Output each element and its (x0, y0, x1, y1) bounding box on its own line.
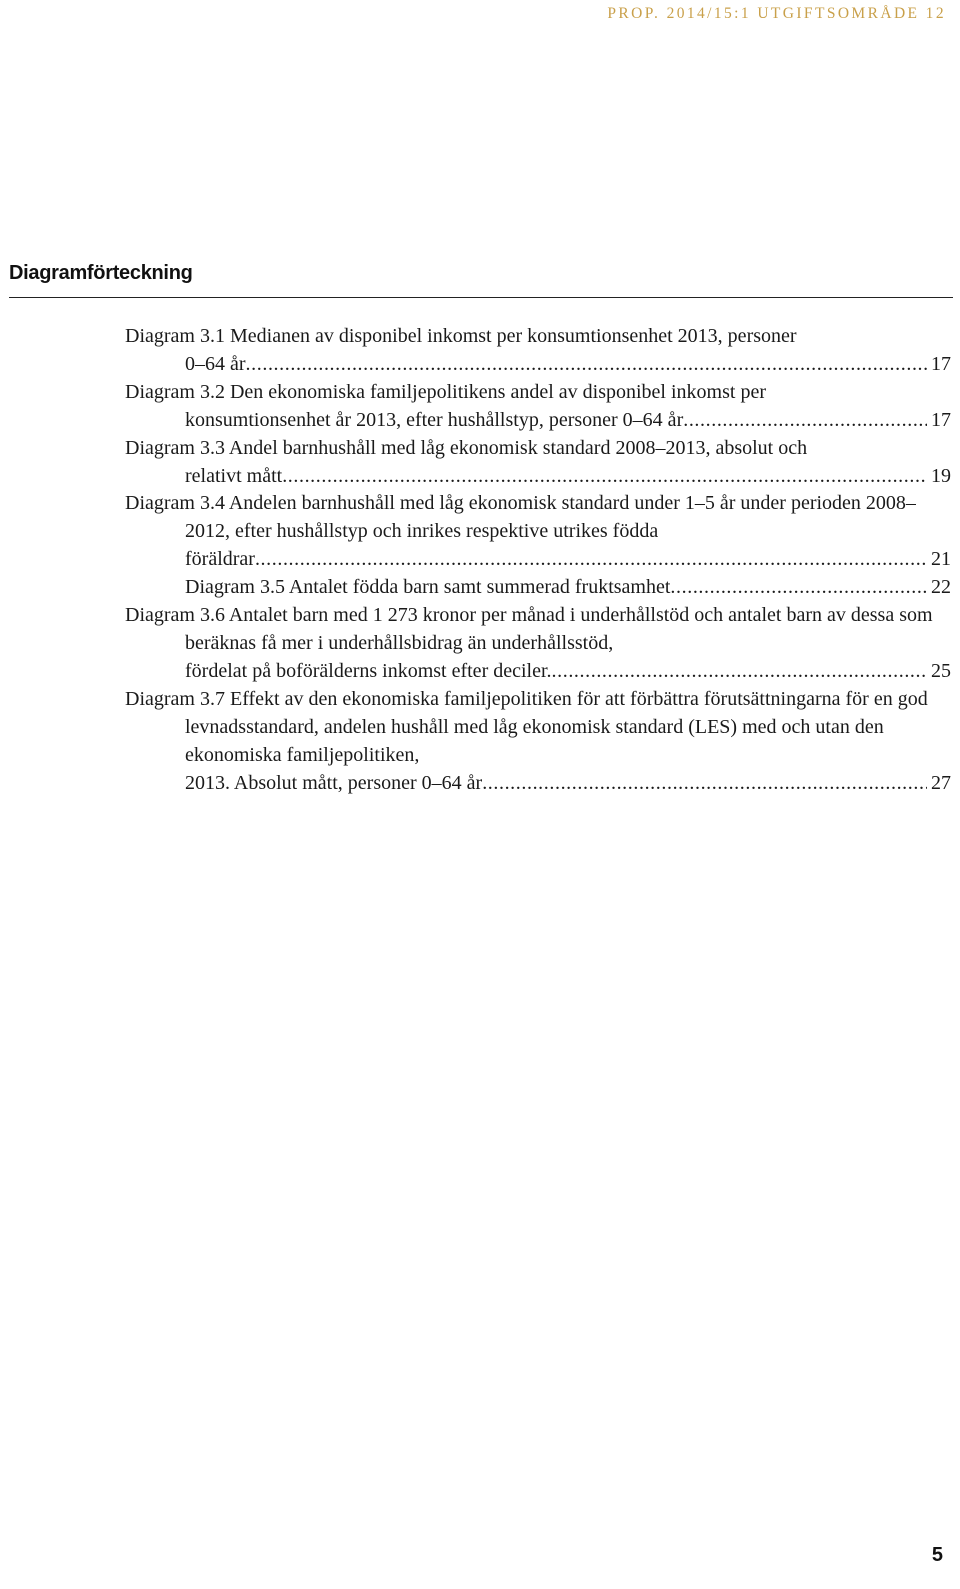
toc-entry-text-end: Diagram 3.5 Antalet födda barn samt summerad fruktsamhet (185, 576, 671, 599)
toc-entry-diagram-3-5[interactable] (125, 574, 951, 602)
dot-leader (255, 546, 927, 574)
toc-entry-last-line (185, 574, 951, 602)
toc-page-number: 19 (931, 464, 951, 487)
toc-page-number: 17 (931, 408, 951, 431)
toc-entry-last-line (185, 351, 951, 379)
section-title: Diagramförteckning (9, 262, 193, 284)
table-of-figures (125, 323, 951, 797)
dot-leader (482, 770, 927, 798)
toc-page-number: 17 (931, 352, 951, 375)
toc-entry-last-line (185, 407, 951, 435)
toc-entry-diagram-3-4[interactable] (125, 490, 951, 574)
dot-leader (552, 658, 927, 686)
toc-entry-text: Diagram 3.3 Andel barnhushåll med låg ekonomisk standard 2008–2013, absolut och (125, 436, 808, 459)
toc-page-number: 22 (931, 576, 951, 599)
dot-leader (282, 463, 927, 491)
toc-page-number: 27 (931, 771, 951, 794)
toc-page-number: 25 (931, 659, 951, 682)
toc-page-number: 21 (931, 548, 951, 571)
toc-entry-diagram-3-7[interactable] (125, 686, 951, 798)
running-header: PROP. 2014/15:1 UTGIFTSOMRÅDE 12 (607, 5, 946, 22)
toc-entry-text-end: konsumtionsenhet år 2013, efter hushållstyp, personer 0–64 år (185, 408, 684, 431)
toc-entry-diagram-3-3[interactable] (125, 435, 951, 491)
toc-entry-last-line (185, 658, 951, 686)
dot-leader (246, 351, 927, 379)
toc-entry-last-line (185, 770, 951, 798)
toc-entry-text: Diagram 3.7 Effekt av den ekonomiska familjepolitiken för att förbättra förutsättningarna för en god levnadsstandard, andelen hushåll med låg ekonomisk standard (LES) med och utan den ekonomiska familjepolitiken, (125, 687, 928, 766)
toc-entry-text: Diagram 3.4 Andelen barnhushåll med låg ekonomisk standard under 1–5 år under perioden 2008–2012, efter hushållstyp och inrikes respektive utrikes födda (125, 492, 916, 543)
toc-entry-text-end: relativt mått (185, 464, 283, 487)
toc-entry-text: Diagram 3.2 Den ekonomiska familjepolitikens andel av disponibel inkomst per (125, 380, 766, 403)
toc-entry-text: Diagram 3.1 Medianen av disponibel inkomst per konsumtionsenhet 2013, personer (125, 325, 797, 347)
toc-entry-last-line (185, 546, 951, 574)
title-divider (9, 297, 953, 298)
dot-leader (670, 574, 927, 602)
toc-entry-text-end: 2013. Absolut mått, personer 0–64 år (185, 771, 483, 794)
dot-leader (683, 407, 927, 435)
toc-entry-text-end: föräldrar (185, 548, 255, 571)
toc-entry-text-end: fördelat på boförälderns inkomst efter deciler. (185, 659, 552, 682)
toc-entry-last-line (185, 463, 951, 491)
page-number: 5 (931, 1544, 943, 1566)
toc-entry-text: Diagram 3.6 Antalet barn med 1 273 kronor per månad i underhållstöd och antalet barn av dessa som beräknas få mer i underhållsbidrag än underhållsstöd, (125, 604, 933, 654)
toc-entry-diagram-3-1[interactable] (125, 323, 951, 379)
toc-entry-diagram-3-6[interactable] (125, 602, 951, 686)
toc-entry-diagram-3-2[interactable] (125, 379, 951, 435)
toc-entry-text-end: 0–64 år (185, 352, 246, 375)
